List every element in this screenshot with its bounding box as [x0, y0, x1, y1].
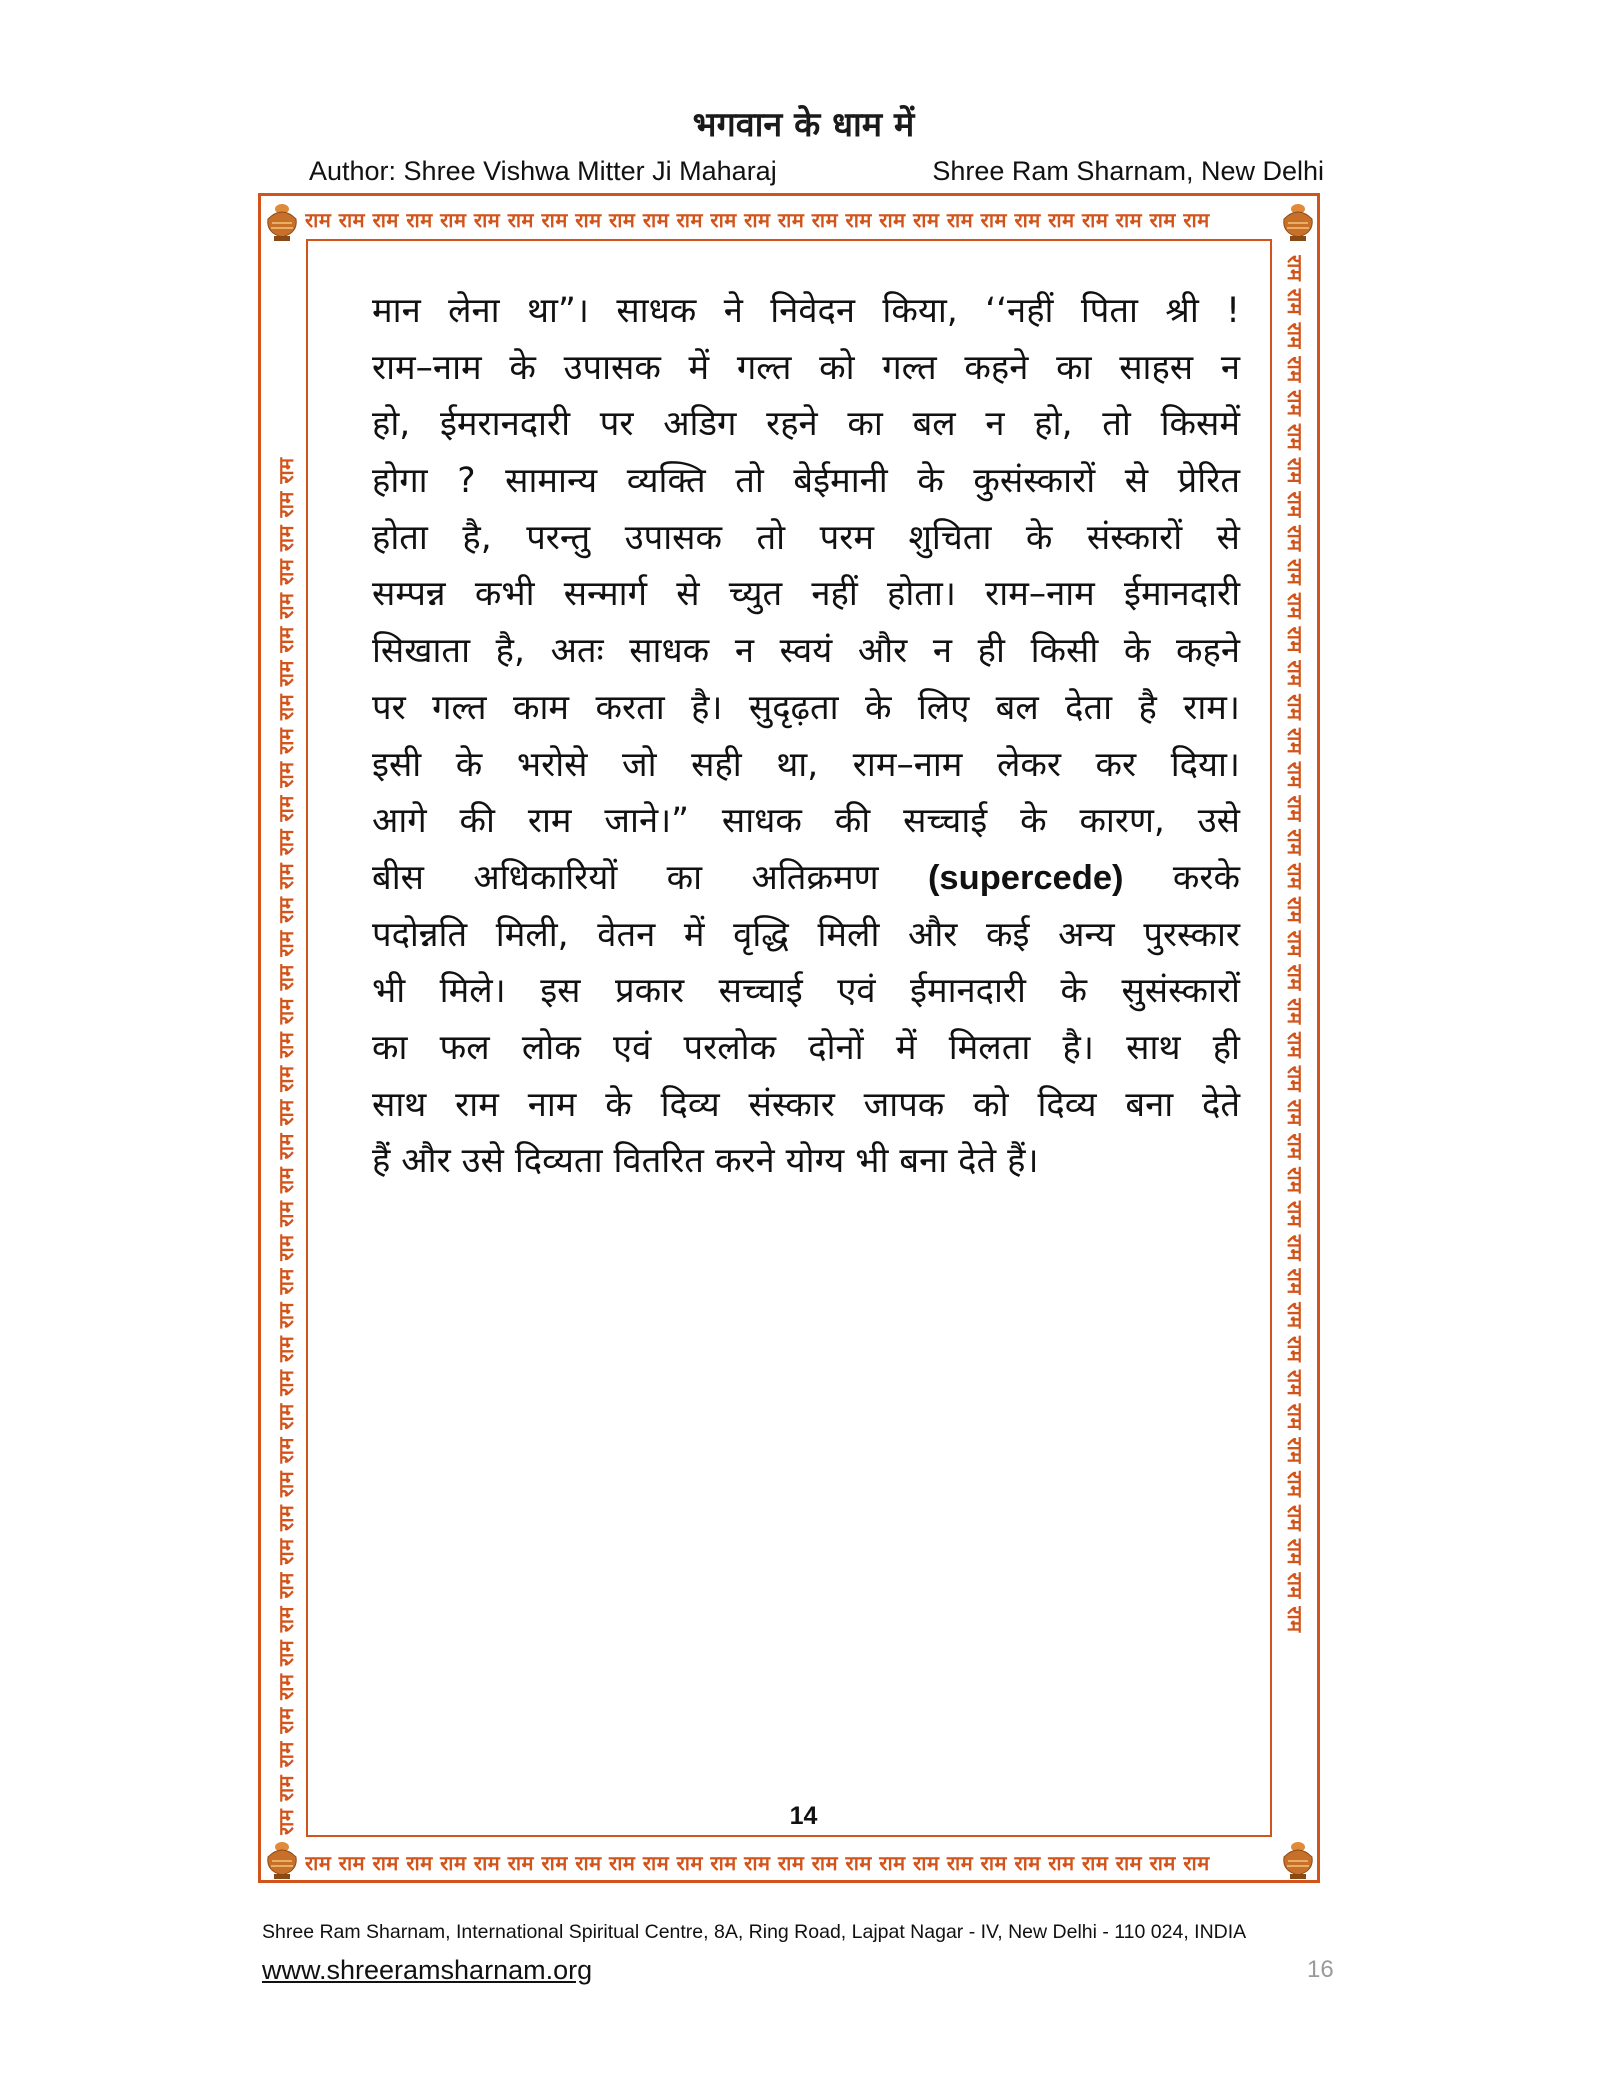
text-line: हैं और उसे दिव्यता वितरित करने योग्य भी बना देते हैं।: [372, 1141, 1039, 1182]
page-number: 14: [789, 1802, 818, 1830]
text-line: साथ राम नाम के दिव्य संस्कार जापक को दिव्य बना देते: [372, 1084, 1240, 1125]
text-line: पर गल्त काम करता है। सुदृढ़ता के लिए बल देता है राम।: [372, 687, 1240, 728]
website-link[interactable]: www.shreeramsharnam.org: [262, 1955, 593, 1985]
text-line: सिखाता है, अतः साधक न स्वयं और न ही किसी के कहने: [372, 631, 1240, 672]
ram-border-top: राम राम राम राम राम राम राम राम राम राम राम राम राम राम राम राम राम राम राम राम राम राम राम राम राम राम राम: [305, 208, 1210, 232]
text-line: होता है, परन्तु उपासक तो परम शुचिता के संस्कारों से: [372, 517, 1240, 558]
text-line: इसी के भरोसे जो सही था, राम–नाम लेकर कर दिया।: [372, 744, 1240, 785]
text-line: होगा ? सामान्य व्यक्ति तो बेईमानी के कुसंस्कारों से प्रेरित: [372, 461, 1240, 502]
text-line: का फल लोक एवं परलोक दोनों में मिलता है। साथ ही: [372, 1027, 1240, 1068]
ram-border-bottom: राम राम राम राम राम राम राम राम राम राम राम राम राम राम राम राम राम राम राम राम राम राम राम राम राम राम राम: [305, 1851, 1210, 1875]
text-line: [372, 850, 1240, 907]
kalash-icon: [262, 197, 302, 243]
text-line: मान लेना था”। साधक ने निवेदन किया, ‘‘नहीं पिता श्री !: [372, 291, 1240, 331]
author-line: Author: Shree Vishwa Mitter Ji Maharaj: [309, 156, 777, 186]
text-fragment: करके: [1123, 857, 1240, 898]
pdf-page-number: 16: [1307, 1956, 1334, 1983]
text-line: पदोन्नति मिली, वेतन में वृद्धि मिली और कई अन्य पुरस्कार: [372, 914, 1240, 955]
publisher-line: Shree Ram Sharnam, New Delhi: [932, 156, 1324, 186]
book-title: भगवान के धाम में: [692, 105, 915, 145]
ram-border-left: राम राम राम राम राम राम राम राम राम राम राम राम राम राम राम राम राम राम राम राम राम राम राम राम राम राम राम राम राम राम राम राम राम राम राम राम राम राम राम राम राम: [274, 457, 298, 1835]
body-paragraph: [372, 283, 1240, 1190]
text-line: राम–नाम के उपासक में गल्त को गल्त कहने का साहस न: [372, 347, 1240, 388]
kalash-icon: [262, 1835, 302, 1881]
supercede-term: (supercede): [927, 858, 1124, 897]
text-line: हो, ईमरानदारी पर अडिग रहने का बल न हो, तो किसमें: [372, 404, 1240, 445]
kalash-icon: [1278, 197, 1318, 243]
kalash-icon: [1278, 1835, 1318, 1881]
ram-border-right: राम राम राम राम राम राम राम राम राम राम राम राम राम राम राम राम राम राम राम राम राम राम राम राम राम राम राम राम राम राम राम राम राम राम राम राम राम राम राम राम राम: [1283, 255, 1307, 1633]
text-line: सम्पन्न कभी सन्मार्ग से च्युत नहीं होता। राम–नाम ईमानदारी: [372, 574, 1240, 615]
footer-address: Shree Ram Sharnam, International Spiritual Centre, 8A, Ring Road, Lajpat Nagar - IV, New Delhi - 110 024, INDIA: [262, 1921, 1247, 1943]
text-fragment: बीस अधिकारियों का अतिक्रमण: [372, 857, 928, 898]
text-line: आगे की राम जाने।” साधक की सच्चाई के कारण, उसे: [372, 801, 1240, 842]
text-line: भी मिले। इस प्रकार सच्चाई एवं ईमानदारी के सुसंस्कारों: [372, 971, 1240, 1012]
